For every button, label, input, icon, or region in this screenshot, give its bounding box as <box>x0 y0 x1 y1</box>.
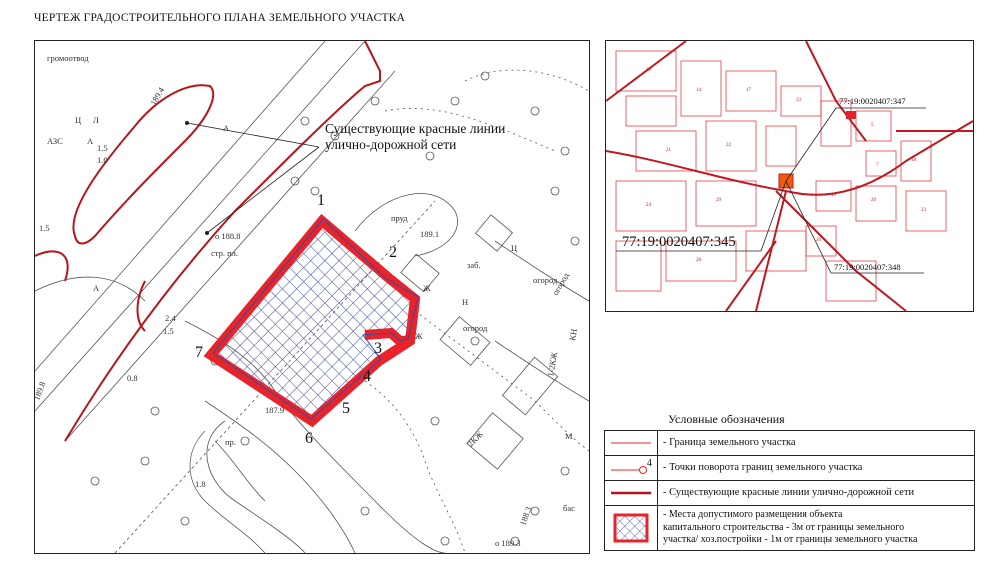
label-a-2: А <box>223 123 230 133</box>
inset-num-14: 14 <box>696 88 701 93</box>
label-2-4: 2.4 <box>165 313 176 323</box>
label-elev-188-3: 188.3 <box>517 505 534 527</box>
label-elev-188-8: о 188.8 <box>215 231 241 241</box>
label-elev-189-4: 189.4 <box>148 85 167 107</box>
label-ogorod-3: огород <box>550 270 571 297</box>
legend-text-buildable-line-1: - Места допустимого размещения объекта <box>663 509 843 520</box>
callout-line-1: Существующие красные линии <box>325 121 506 136</box>
label-elev-189-1: 189.1 <box>420 229 440 239</box>
callout-line-2: улично-дорожной сети <box>325 137 457 152</box>
legend-text-boundary: - Граница земельного участка <box>663 437 796 448</box>
main-map[interactable] <box>31 40 590 554</box>
inset-num-17: 17 <box>746 88 751 93</box>
legend-text-buildable-area <box>663 509 970 547</box>
land-plot <box>211 219 418 421</box>
legend-turn-point-number: 4 <box>647 458 652 469</box>
label-m: М <box>565 431 573 441</box>
label-a-1: А <box>87 136 94 146</box>
point-7: 7 <box>195 344 203 361</box>
inset-num-21: 21 <box>666 148 671 153</box>
legend-row-buildable-area <box>604 505 975 551</box>
point-5: 5 <box>342 400 350 417</box>
label-prud: пруд <box>391 213 408 223</box>
legend-symbol-turn-point <box>605 456 658 480</box>
label-zh-2: Ж <box>415 331 423 341</box>
inset-map-canvas <box>606 41 973 311</box>
label-gromootvod: громоотвод <box>47 53 89 63</box>
main-map-canvas <box>31 41 589 553</box>
inset-num-33: 33 <box>796 98 801 103</box>
label-1-5b: 1.5 <box>39 223 50 233</box>
inset-map[interactable] <box>605 40 974 312</box>
legend-row-red-lines <box>604 480 975 505</box>
point-1: 1 <box>317 192 325 209</box>
inset-num-13: 13 <box>646 68 651 73</box>
inset-num-5: 5 <box>871 123 874 128</box>
page-title: ЧЕРТЕЖ ГРАДОСТРОИТЕЛЬНОГО ПЛАНА ЗЕМЕЛЬНОГО УЧАСТКА <box>34 12 406 24</box>
label-n: Н <box>462 297 469 307</box>
inset-small-parcel <box>846 111 856 119</box>
legend-text-turn-points: - Точки поворота границ земельного участка <box>663 462 863 473</box>
legend-symbol-red-lines <box>605 481 658 505</box>
label-bas: бас <box>563 503 575 513</box>
point-4: 4 <box>363 368 371 385</box>
label-0-8: 0.8 <box>127 373 138 383</box>
label-str-pl: стр. пл. <box>211 248 239 258</box>
point-6: 6 <box>305 430 313 447</box>
label-c-1: Ц <box>75 115 82 125</box>
label-2kzh: 2КЖ <box>465 428 485 449</box>
legend <box>604 430 975 551</box>
legend-symbol-hatch-box <box>605 506 658 550</box>
legend-row-boundary <box>604 430 975 455</box>
label-kn: КН <box>567 327 580 342</box>
legend-title: Условные обозначения <box>668 412 785 426</box>
label-1-8: 1.8 <box>195 479 206 489</box>
inset-num-29: 29 <box>716 198 721 203</box>
label-azs: АЗС <box>47 136 63 146</box>
point-3: 3 <box>374 340 382 357</box>
label-1-5c: 1.5 <box>163 326 174 336</box>
legend-text-buildable-line-2: капитального строительства - 3м от границы земельного <box>663 521 905 533</box>
label-pr: пр. <box>225 437 236 447</box>
cad-348-label: 77:19:0020407:348 <box>834 262 901 272</box>
inset-num-22: 22 <box>726 143 731 148</box>
label-1-5a: 1.5 <box>97 143 108 153</box>
label-c-2: Ц <box>511 243 518 253</box>
legend-text-red-lines: - Существующие красные линии улично-дорожной сети <box>663 487 915 498</box>
legend-symbol-boundary <box>605 431 658 455</box>
inset-num-19: 19 <box>831 193 836 198</box>
cad-347-label: 77:19:0020407:347 <box>839 96 906 106</box>
label-a-3: А <box>93 283 100 293</box>
inset-num-23: 23 <box>921 208 926 213</box>
inset-num-28: 28 <box>696 258 701 263</box>
legend-row-turn-points <box>604 455 975 480</box>
legend-text-buildable-line-3: участка/ хоз.постройки - 1м от границы земельного участка <box>663 534 918 545</box>
label-zab: заб. <box>467 260 481 270</box>
inset-num-20: 20 <box>871 198 876 203</box>
inset-num-7: 7 <box>876 163 879 168</box>
point-2: 2 <box>389 244 397 261</box>
label-1-0: 1.0 <box>97 155 108 165</box>
inset-num-18: 18 <box>911 158 916 163</box>
label-ogorod-2: огород <box>463 323 488 333</box>
label-l: Л <box>93 115 99 125</box>
inset-num-26: 26 <box>816 238 821 243</box>
label-ogorod-1: огород <box>533 275 558 285</box>
inset-num-24: 24 <box>646 203 651 208</box>
cad-345-label: 77:19:0020407:345 <box>622 234 736 250</box>
label-elev-187-9: 187.9 <box>265 405 285 415</box>
label-zh-1: Ж <box>423 283 431 293</box>
label-elev-189-3: о 189.3 <box>495 538 521 548</box>
label-1-2kzh: 1-2КЖ <box>545 351 560 378</box>
label-elev-189-8: 189.8 <box>31 380 48 402</box>
